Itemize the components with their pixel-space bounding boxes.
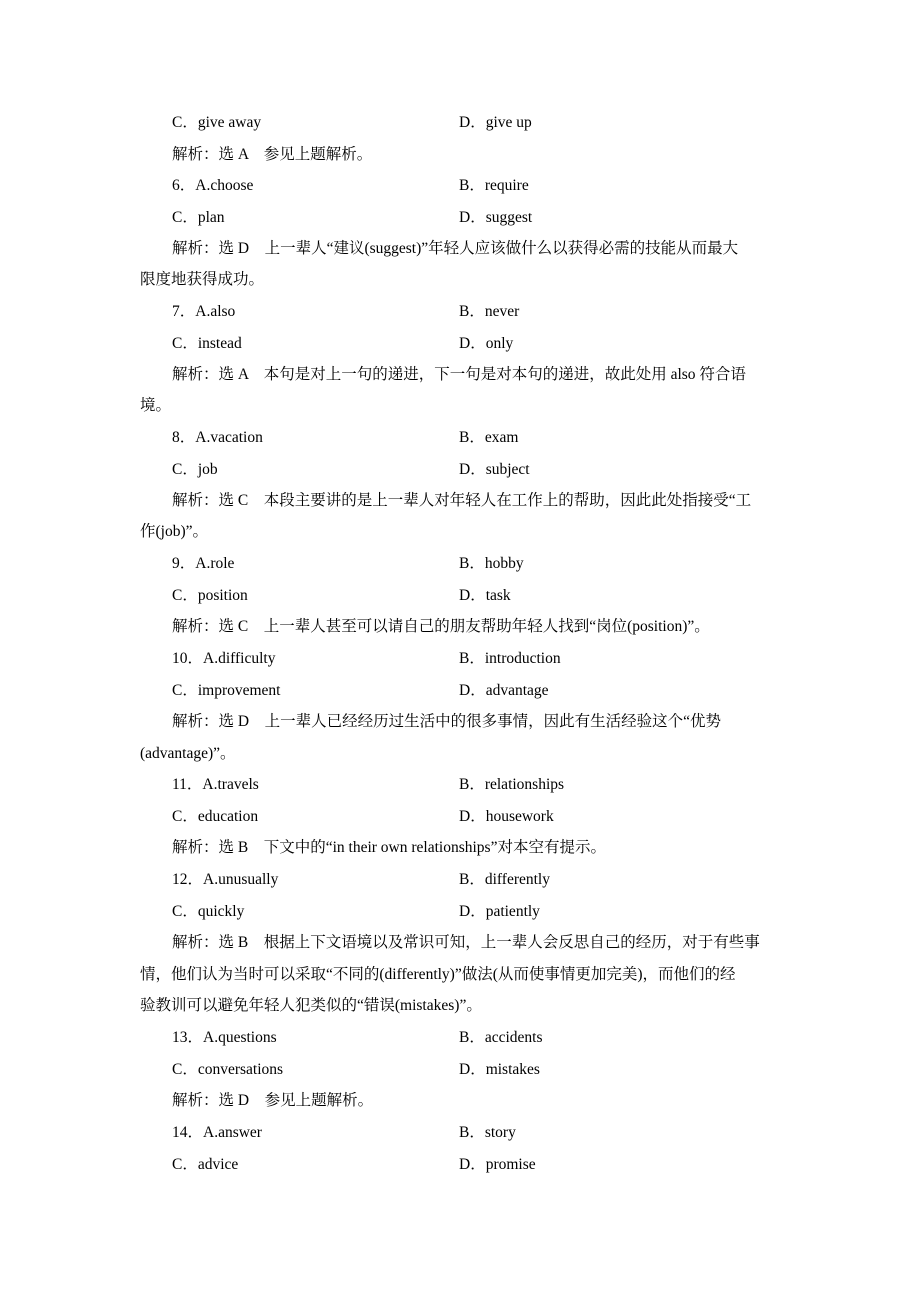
explanation-line: 解析：选 B 根据上下文语境以及常识可知，上一辈人会反思自己的经历，对于有些事 bbox=[172, 934, 760, 951]
explanation-line: 解析：选 C 上一辈人甚至可以请自己的朋友帮助年轻人找到“岗位(position)”。 bbox=[172, 618, 710, 635]
explanation-line: 限度地获得成功。 bbox=[140, 271, 265, 288]
option-b: B．accidents bbox=[459, 1029, 543, 1046]
option-d: D．only bbox=[459, 335, 514, 352]
option-a: 12．A.unusually bbox=[172, 871, 279, 888]
option-a: 7．A.also bbox=[172, 303, 236, 320]
option-b: B．require bbox=[459, 177, 529, 194]
option-a: 13．A.questions bbox=[172, 1029, 277, 1046]
option-b: B．never bbox=[459, 303, 520, 320]
option-b: B．story bbox=[459, 1124, 516, 1141]
explanation-line: 解析：选 A 本句是对上一句的递进，下一句是对本句的递进，故此处用 also 符合语 bbox=[172, 366, 746, 383]
option-b: B．introduction bbox=[459, 650, 561, 667]
explanation-line: 作(job)”。 bbox=[140, 523, 209, 540]
option-c: C．quickly bbox=[172, 903, 245, 920]
option-c: C．give away bbox=[172, 114, 262, 131]
option-a: 9．A.role bbox=[172, 555, 235, 572]
option-d: D．promise bbox=[459, 1156, 536, 1173]
explanation-line: 解析：选 C 本段主要讲的是上一辈人对年轻人在工作上的帮助，因此此处指接受“工 bbox=[172, 492, 752, 509]
option-b: B．hobby bbox=[459, 555, 524, 572]
option-a: 10．A.difficulty bbox=[172, 650, 276, 667]
option-a: 11．A.travels bbox=[172, 776, 259, 793]
option-c: C．advice bbox=[172, 1156, 239, 1173]
option-b: B．exam bbox=[459, 429, 519, 446]
explanation-line: 解析：选 A 参见上题解析。 bbox=[172, 146, 373, 163]
option-a: 8．A.vacation bbox=[172, 429, 263, 446]
option-d: D．task bbox=[459, 587, 511, 604]
option-d: D．advantage bbox=[459, 682, 549, 699]
option-d: D．housework bbox=[459, 808, 554, 825]
explanation-line: 解析：选 D 上一辈人“建议(suggest)”年轻人应该做什么以获得必需的技能从而最大 bbox=[172, 240, 739, 257]
explanation-line: 解析：选 D 参见上题解析。 bbox=[172, 1092, 374, 1109]
option-c: C．conversations bbox=[172, 1061, 284, 1078]
option-c: C．improvement bbox=[172, 682, 281, 699]
option-d: D．mistakes bbox=[459, 1061, 540, 1078]
option-b: B．relationships bbox=[459, 776, 565, 793]
explanation-line: 情，他们认为当时可以采取“不同的(differently)”做法(从而使事情更加完美)，而他们的经 bbox=[140, 966, 736, 983]
option-c: C．instead bbox=[172, 335, 242, 352]
option-c: C．job bbox=[172, 461, 218, 478]
option-d: D．give up bbox=[459, 114, 532, 131]
explanation-line: 境。 bbox=[140, 397, 172, 414]
option-d: D．subject bbox=[459, 461, 530, 478]
explanation-line: 验教训可以避免年轻人犯类似的“错误(mistakes)”。 bbox=[140, 997, 482, 1014]
option-a: 14．A.answer bbox=[172, 1124, 262, 1141]
option-d: D．suggest bbox=[459, 209, 533, 226]
explanation-line: (advantage)”。 bbox=[140, 745, 236, 762]
option-c: C．education bbox=[172, 808, 259, 825]
option-c: C．plan bbox=[172, 209, 225, 226]
option-d: D．patiently bbox=[459, 903, 540, 920]
option-a: 6．A.choose bbox=[172, 177, 254, 194]
explanation-line: 解析：选 B 下文中的“in their own relationships”对本空有提示。 bbox=[172, 839, 606, 856]
option-b: B．differently bbox=[459, 871, 550, 888]
explanation-line: 解析：选 D 上一辈人已经经历过生活中的很多事情，因此有生活经验这个“优势 bbox=[172, 713, 721, 730]
option-c: C．position bbox=[172, 587, 248, 604]
